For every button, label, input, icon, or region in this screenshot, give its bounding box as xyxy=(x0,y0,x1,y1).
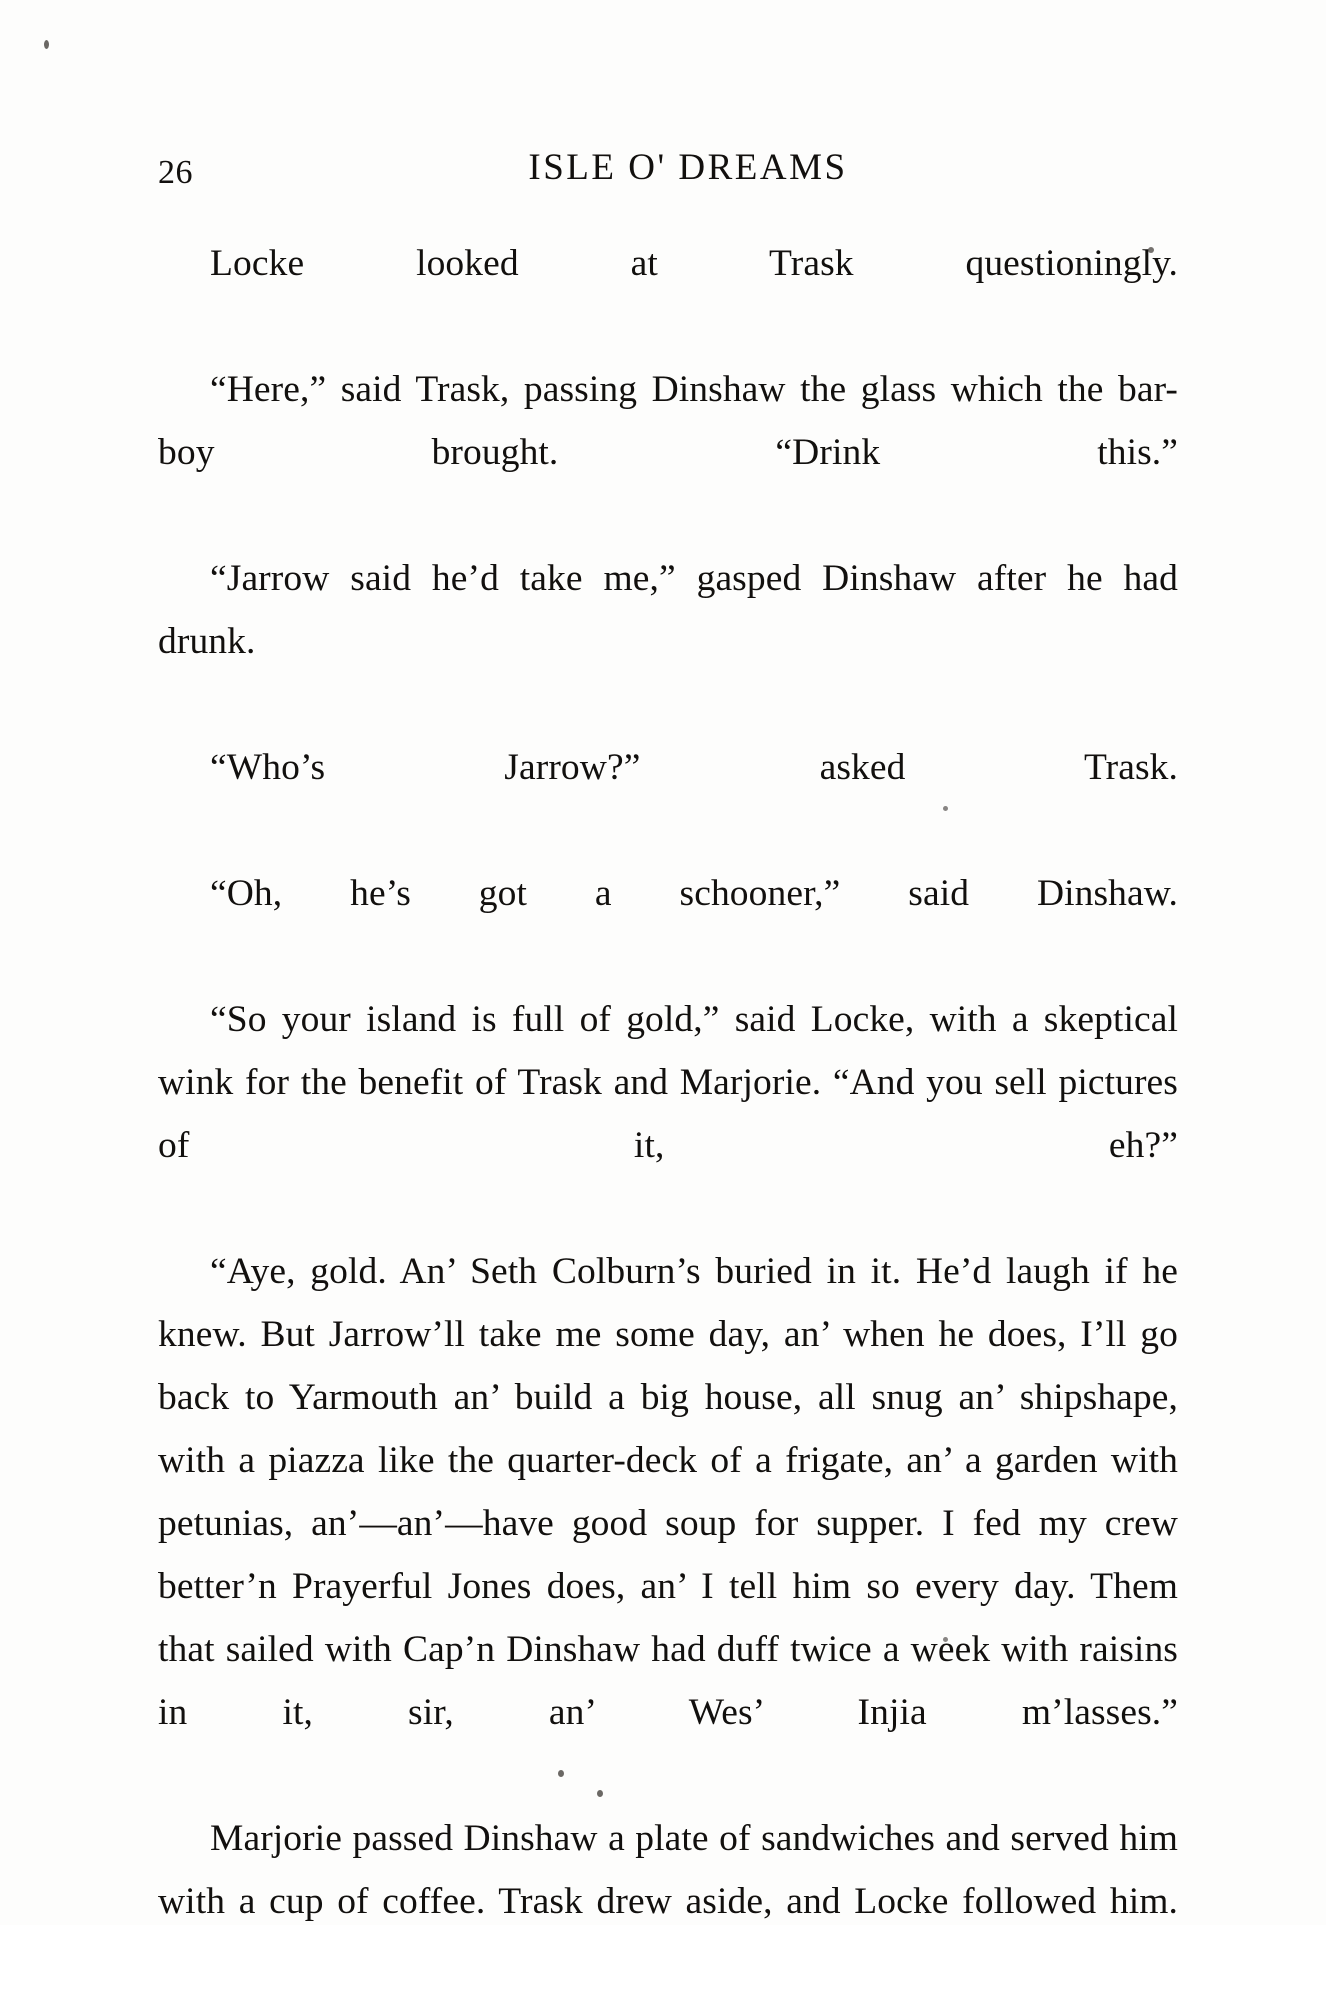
paragraph: Marjorie passed Dinshaw a plate of sandwiches and served him with a cup of coffee. Trask drew aside, and Locke followed him. xyxy=(158,1818,1178,1922)
page-speck xyxy=(44,40,49,49)
paragraph: “Who’s Jarrow?” asked Trask. xyxy=(210,747,1178,788)
page-content xyxy=(158,140,1178,1996)
paragraph: “Jarrow said he’d take me,” gasped Dinshaw after he had drunk. xyxy=(158,558,1178,662)
page-number: 26 xyxy=(158,154,193,191)
page-header xyxy=(158,140,1178,204)
paragraph: “Oh, he’s got a schooner,” said Dinshaw. xyxy=(210,873,1178,914)
body-text xyxy=(158,232,1178,1996)
running-head: ISLE O' DREAMS xyxy=(528,147,848,188)
paragraph: “Aye, gold. An’ Seth Colburn’s buried in it. He’d laugh if he knew. But Jarrow’ll take me some day, an’ when he does, I’ll go back to Yarmouth an’ build a big house, all snug an’ shipshape, with a piazza like the quarter-deck of a frigate, an’ a garden with petunias, an’—an’—have good soup for supper. I fed my crew better’n Prayerful Jones does, an’ I tell him so every day. Them that sailed with Cap’n Dinshaw had duff twice a week with raisins in it, sir, an’ Wes’ Injia m’lasses.” xyxy=(158,1251,1178,1733)
paragraph: “So your island is full of gold,” said Locke, with a skeptical wink for the benefit of Trask and Marjorie. “And you sell pictures of it, eh?” xyxy=(158,999,1178,1166)
paragraph: Locke looked at Trask questioningly. xyxy=(210,243,1178,284)
paragraph: “Here,” said Trask, passing Dinshaw the glass which the bar-boy brought. “Drink this.” xyxy=(158,369,1178,473)
